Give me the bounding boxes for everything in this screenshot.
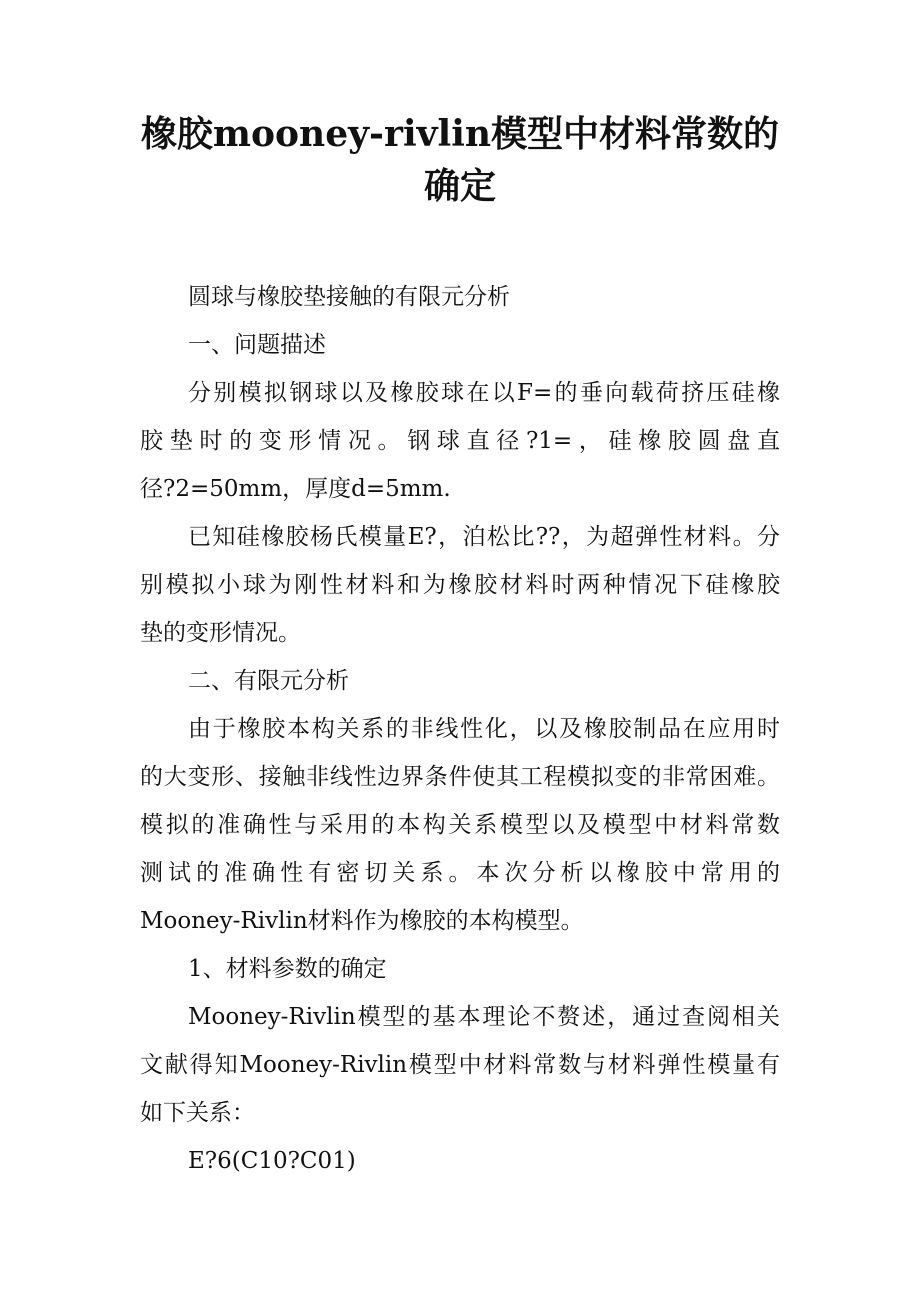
- paragraph-line: 由于橡胶本构关系的非线性化，以及橡胶制品在应用时: [188, 716, 780, 742]
- document-title: [120, 108, 800, 212]
- section-heading: 1、材料参数的确定: [188, 956, 387, 982]
- title-line-1: 橡胶mooney-rivlin模型中材料常数的: [140, 113, 780, 155]
- paragraph-line: 的大变形、接触非线性边界条件使其工程模拟变的非常困难。: [140, 764, 780, 790]
- paragraph-line: 测试的准确性有密切关系。本次分析以橡胶中常用的: [140, 860, 780, 886]
- paragraph-line: Mooney-Rivlin模型的基本理论不赘述，通过查阅相关: [188, 1004, 780, 1030]
- formula: E?6(C10?C01): [188, 1148, 356, 1174]
- title-line-2: 确定: [423, 165, 496, 207]
- paragraph-line: Mooney-Rivlin材料作为橡胶的本构模型。: [140, 908, 584, 934]
- paragraph-line: 别模拟小球为刚性材料和为橡胶材料时两种情况下硅橡胶: [140, 572, 780, 598]
- paragraph-line: 已知硅橡胶杨氏模量E?，泊松比??，为超弹性材料。分: [188, 524, 780, 550]
- paragraph-line: 文献得知Mooney-Rivlin模型中材料常数与材料弹性模量有: [140, 1052, 780, 1078]
- paragraph-line: 模拟的准确性与采用的本构关系模型以及模型中材料常数: [140, 812, 780, 838]
- section-heading: 圆球与橡胶垫接触的有限元分析: [188, 284, 510, 310]
- document-body: [140, 273, 780, 1185]
- section-heading: 二、有限元分析: [188, 668, 349, 694]
- paragraph-line: 径?2=50mm，厚度d=5mm.: [140, 476, 451, 502]
- paragraph-line: 分别模拟钢球以及橡胶球在以F=的垂向载荷挤压硅橡: [188, 380, 780, 406]
- paragraph-line: 如下关系：: [140, 1100, 255, 1126]
- paragraph-line: 垫的变形情况。: [140, 620, 301, 646]
- section-heading: 一、问题描述: [188, 332, 326, 358]
- paragraph-line: 胶垫时的变形情况。钢球直径?1=，硅橡胶圆盘直: [140, 428, 780, 454]
